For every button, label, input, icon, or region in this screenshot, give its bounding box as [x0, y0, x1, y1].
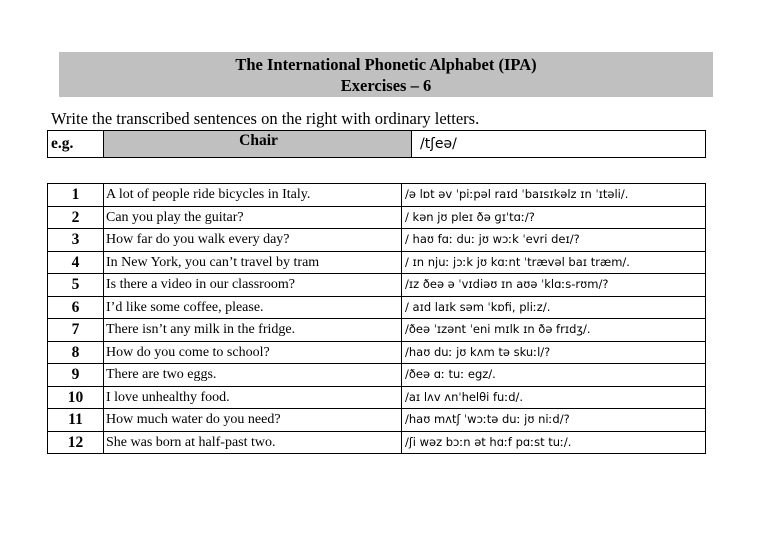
exercise-ipa: /haʊ mʌtʃ ˈwɔːtə duː jʊ niːd/?: [402, 409, 706, 432]
exercise-number: 5: [48, 274, 104, 297]
exercise-number: 1: [48, 184, 104, 207]
example-word: Chair: [104, 131, 412, 158]
exercise-sentence: Can you play the guitar?: [104, 206, 402, 229]
table-row: [48, 431, 706, 454]
exercise-number: 8: [48, 341, 104, 364]
exercise-sentence: How much water do you need?: [104, 409, 402, 432]
exercise-number: 6: [48, 296, 104, 319]
exercise-sentence: Is there a video in our classroom?: [104, 274, 402, 297]
table-row: [48, 184, 706, 207]
worksheet-subtitle: Exercises – 6: [340, 76, 432, 95]
example-table: [47, 130, 706, 158]
exercise-sentence: There isn’t any milk in the fridge.: [104, 319, 402, 342]
table-row: [48, 319, 706, 342]
table-row: [48, 341, 706, 364]
exercise-sentence: She was born at half-past two.: [104, 431, 402, 454]
example-ipa: /tʃeə/: [412, 131, 706, 158]
exercise-ipa: / kən jʊ pleɪ ðə ɡɪˈtɑː/?: [402, 206, 706, 229]
table-row: [48, 274, 706, 297]
exercise-ipa: /aɪ lʌv ʌnˈhelθi fuːd/.: [402, 386, 706, 409]
exercise-number: 3: [48, 229, 104, 252]
table-row: [48, 386, 706, 409]
exercise-number: 9: [48, 364, 104, 387]
exercise-ipa: / haʊ fɑː duː jʊ wɔːk ˈevri deɪ/?: [402, 229, 706, 252]
worksheet-title: The International Phonetic Alphabet (IPA): [235, 55, 537, 74]
exercise-sentence: How far do you walk every day?: [104, 229, 402, 252]
table-row: [48, 229, 706, 252]
exercise-number: 12: [48, 431, 104, 454]
exercise-ipa: /haʊ duː jʊ kʌm tə skuːl/?: [402, 341, 706, 364]
exercise-ipa: /ðeə ˈɪzənt ˈeni mɪlk ɪn ðə frɪdʒ/.: [402, 319, 706, 342]
exercise-ipa: /ʃi wəz bɔːn ət hɑːf pɑːst tuː/.: [402, 431, 706, 454]
exercise-ipa: /ə lɒt əv ˈpiːpəl raɪd ˈbaɪsɪkəlz ɪn ˈɪtəli/.: [402, 184, 706, 207]
table-row: [48, 251, 706, 274]
exercise-number: 2: [48, 206, 104, 229]
exercise-number: 11: [48, 409, 104, 432]
exercise-ipa: /ðeə ɑː tuː egz/.: [402, 364, 706, 387]
table-row: [48, 296, 706, 319]
example-row: [48, 131, 706, 158]
example-label: e.g.: [48, 131, 104, 158]
exercise-number: 4: [48, 251, 104, 274]
exercise-sentence: I love unhealthy food.: [104, 386, 402, 409]
exercise-number: 7: [48, 319, 104, 342]
table-row: [48, 364, 706, 387]
exercise-sentence: There are two eggs.: [104, 364, 402, 387]
exercise-sentence: How do you come to school?: [104, 341, 402, 364]
exercise-table: [47, 183, 706, 454]
exercise-sentence: In New York, you can’t travel by tram: [104, 251, 402, 274]
exercise-sentence: A lot of people ride bicycles in Italy.: [104, 184, 402, 207]
worksheet-title-banner: [59, 52, 713, 97]
exercise-ipa: / ɪn njuː jɔːk jʊ kɑːnt ˈtrævəl baɪ træm/.: [402, 251, 706, 274]
exercise-table-body: [48, 184, 706, 454]
table-row: [48, 409, 706, 432]
instruction-text: Write the transcribed sentences on the right with ordinary letters.: [51, 109, 480, 128]
exercise-ipa: / aɪd laɪk səm ˈkɒfi, pliːz/.: [402, 296, 706, 319]
table-row: [48, 206, 706, 229]
exercise-sentence: I’d like some coffee, please.: [104, 296, 402, 319]
exercise-ipa: /ɪz ðeə ə ˈvɪdiəʊ ɪn aʊə ˈklɑːs-rʊm/?: [402, 274, 706, 297]
exercise-number: 10: [48, 386, 104, 409]
